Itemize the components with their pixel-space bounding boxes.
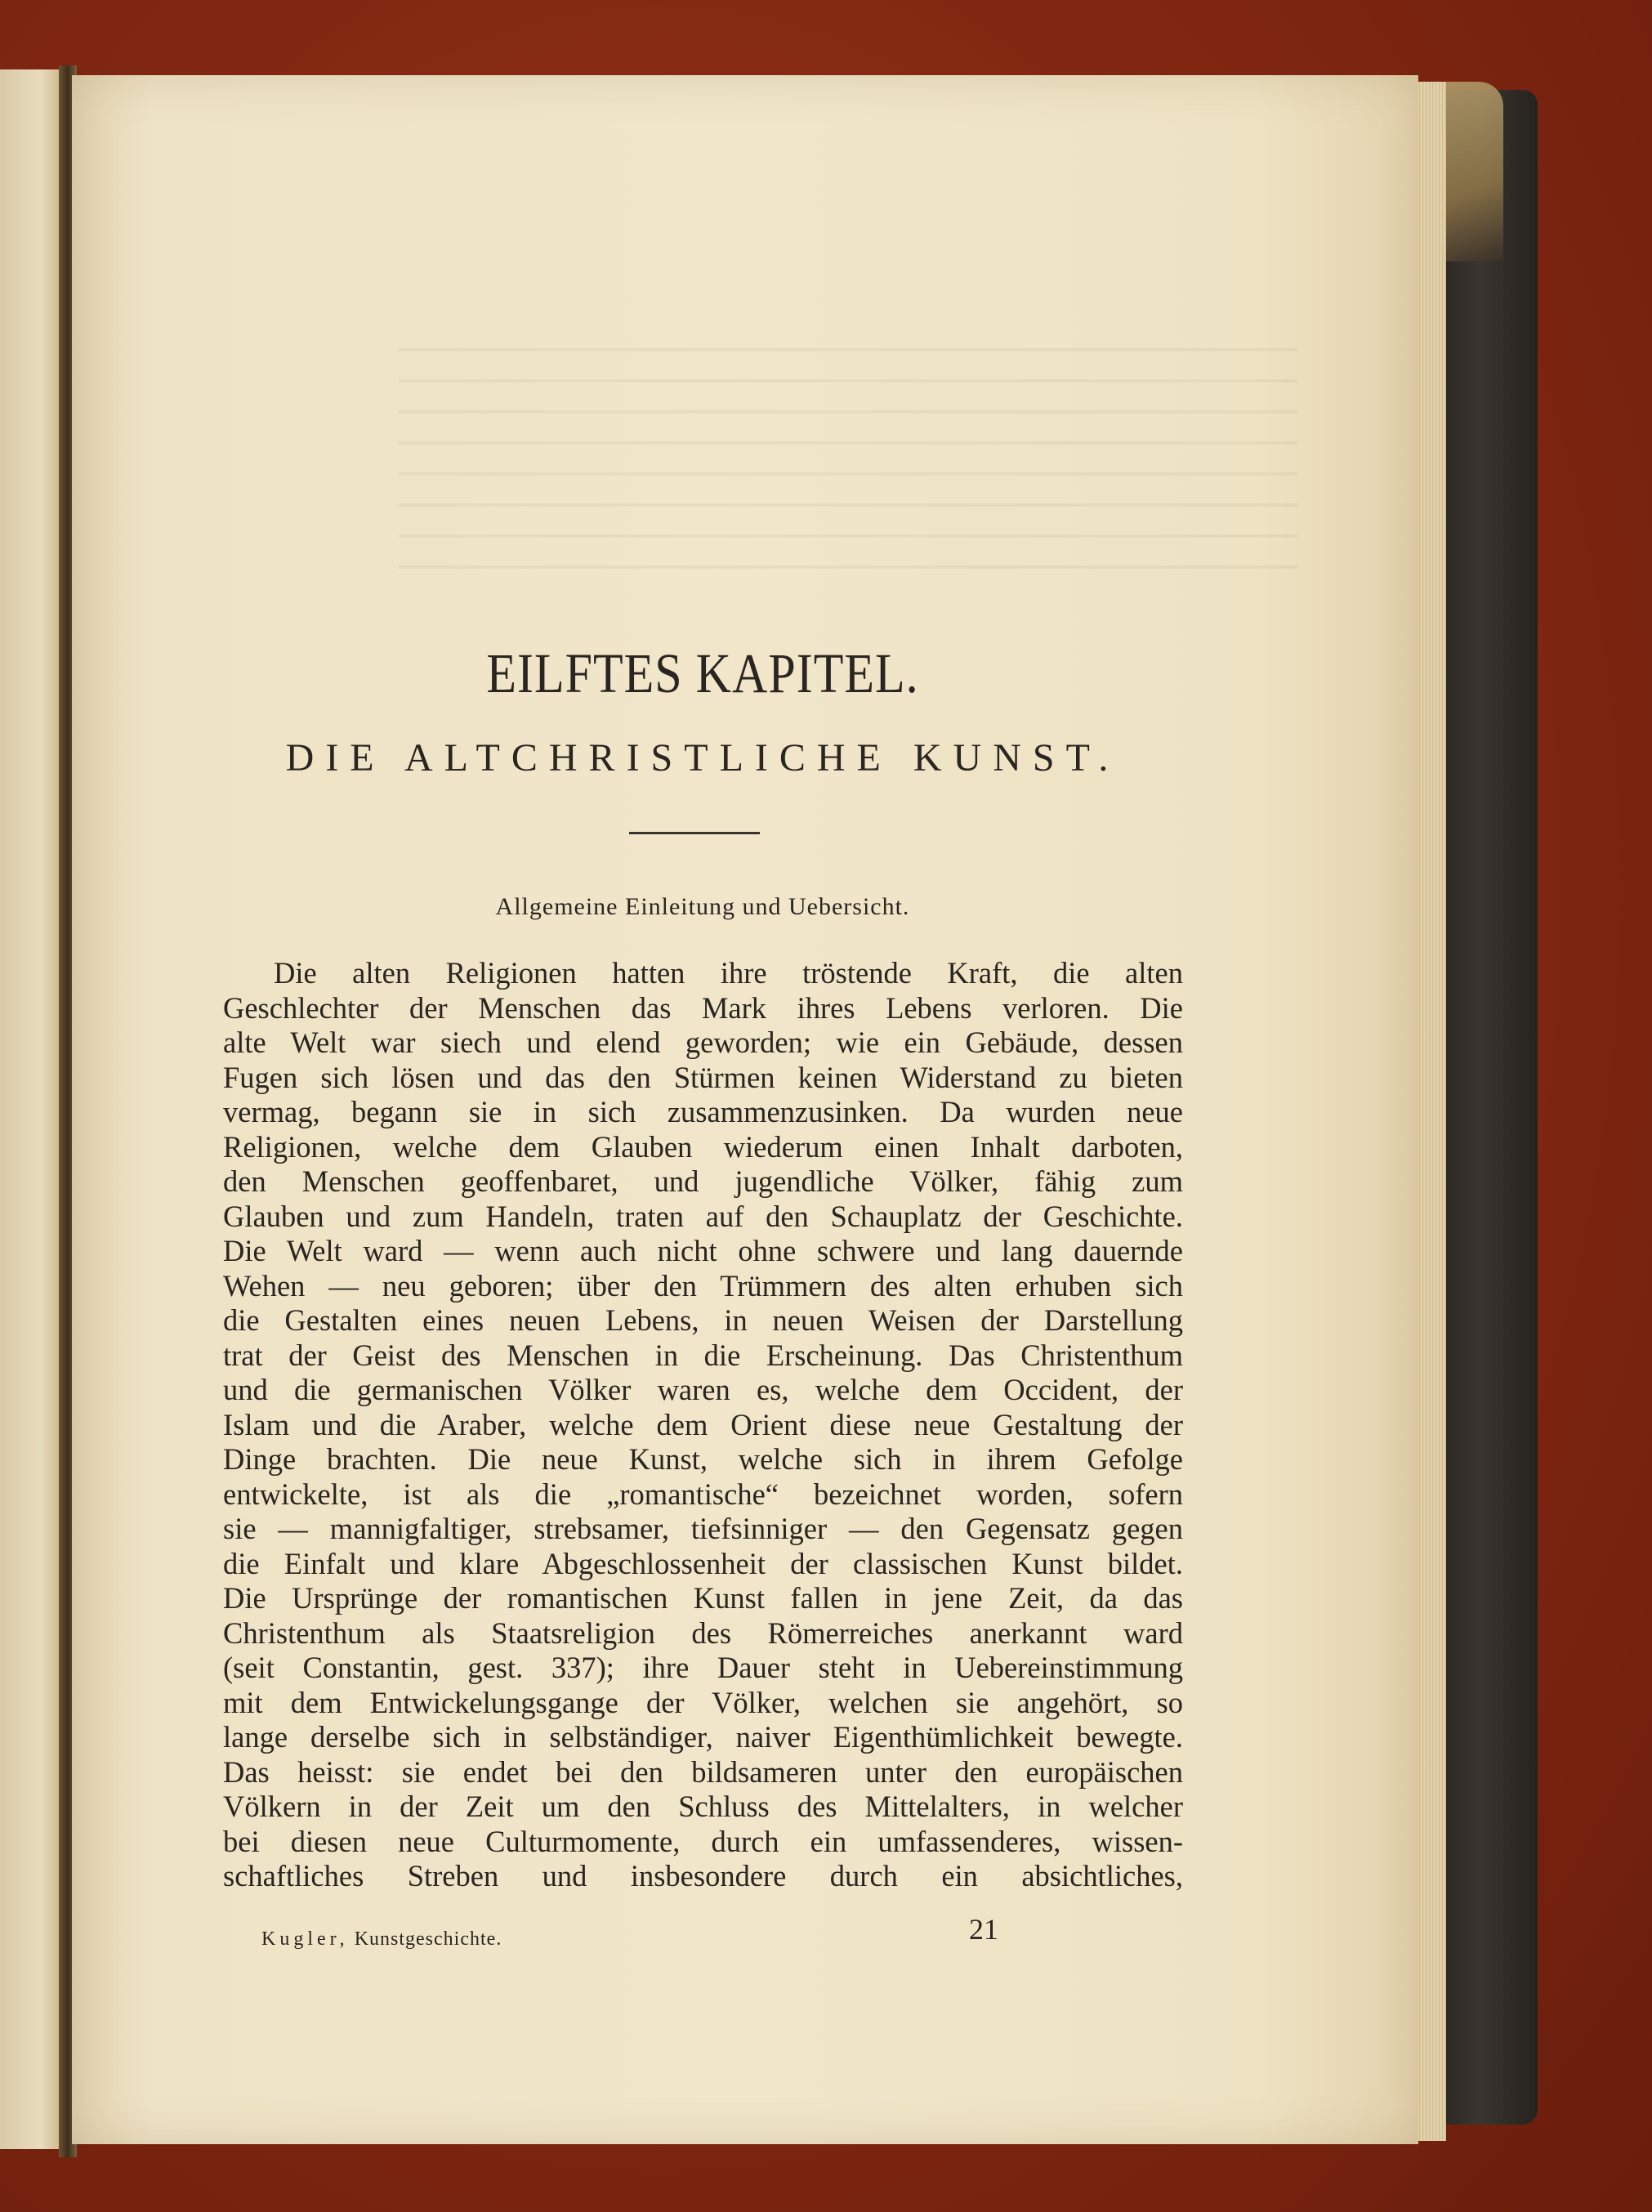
- text-line: Völkern in der Zeit um den Schluss des Mittelalters, in welcher: [223, 1790, 1183, 1823]
- chapter-title: DIE ALTCHRISTLICHE KUNST.: [285, 736, 1120, 780]
- chapter-divider: [629, 832, 760, 834]
- text-line: Die Ursprünge der romantischen Kunst fallen in jene Zeit, da das: [223, 1581, 1183, 1615]
- text-line: entwickelte, ist als die „romantische“ bezeichnet worden, sofern: [223, 1477, 1183, 1511]
- text-line: und die germanischen Völker waren es, welche dem Occident, der: [223, 1373, 1183, 1406]
- footer-signature: [261, 1928, 502, 1951]
- text-line: Die Welt ward — wenn auch nicht ohne schwere und lang dauernde: [223, 1234, 1183, 1267]
- text-line: die Gestalten eines neuen Lebens, in neuen Weisen der Darstellung: [223, 1303, 1183, 1337]
- text-line: Christenthum als Staatsreligion des Römerreiches anerkannt ward: [223, 1615, 1183, 1650]
- text-line: sie — mannigfaltiger, strebsamer, tiefsinniger — den Gegensatz gegen: [223, 1512, 1183, 1545]
- text-line: Islam und die Araber, welche dem Orient diese neue Gestaltung der: [223, 1407, 1183, 1441]
- show-through-text: [399, 320, 1297, 582]
- text-line: Religionen, welche dem Glauben wiederum einen Inhalt darboten,: [223, 1129, 1183, 1164]
- text-line: Das heisst: sie endet bei den bildsameren unter den europäischen: [223, 1754, 1183, 1789]
- section-heading: Allgemeine Einleitung und Uebersicht.: [495, 893, 910, 920]
- footer-work: Kunstgeschichte.: [354, 1928, 502, 1950]
- text-line: trat der Geist des Menschen in die Erscheinung. Das Christenthum: [223, 1338, 1183, 1372]
- text-line: den Menschen geoffenbaret, und jugendliche Völker, fähig zum: [223, 1164, 1183, 1198]
- text-line: die Einfalt und klare Abgeschlossenheit der classischen Kunst bildet.: [223, 1546, 1183, 1580]
- page-fore-edge: [1413, 82, 1446, 2141]
- text-line: Wehen — neu geboren; über den Trümmern des alten erhuben sich: [223, 1268, 1183, 1303]
- text-line: (seit Constantin, gest. 337); ihre Dauer steht in Uebereinstimmung: [223, 1651, 1183, 1684]
- body-text: [223, 956, 1183, 1894]
- text-line: Glauben und zum Handeln, traten auf den Schauplatz der Geschichte.: [223, 1199, 1183, 1233]
- text-line: bei diesen neue Culturmomente, durch ein umfassenderes, wissen-: [223, 1824, 1183, 1858]
- text-line: mit dem Entwickelungsgange der Völker, welchen sie angehört, so: [223, 1685, 1183, 1719]
- text-line: Dinge brachten. Die neue Kunst, welche sich in ihrem Gefolge: [223, 1442, 1183, 1476]
- text-line: Fugen sich lösen und das den Stürmen keinen Widerstand zu bieten: [223, 1060, 1183, 1094]
- text-line: Die alten Religionen hatten ihre tröstende Kraft, die alten: [274, 956, 1183, 990]
- left-page-edge: [0, 69, 67, 2149]
- book-cover: [1440, 90, 1538, 2125]
- page-number: 21: [969, 1913, 998, 1946]
- chapter-heading: EILFTES KAPITEL.: [486, 642, 919, 705]
- text-line: Geschlechter der Menschen das Mark ihres Lebens verloren. Die: [223, 990, 1183, 1025]
- text-line: vermag, begann sie in sich zusammenzusinken. Da wurden neue: [223, 1095, 1183, 1128]
- text-line: lange derselbe sich in selbständiger, naiver Eigenthümlichkeit bewegte.: [223, 1720, 1183, 1754]
- text-line: schaftliches Streben und insbesondere durch ein absichtliches,: [223, 1859, 1183, 1892]
- footer-author: Kugler,: [261, 1928, 349, 1950]
- text-line: alte Welt war siech und elend geworden; wie ein Gebäude, dessen: [223, 1026, 1183, 1059]
